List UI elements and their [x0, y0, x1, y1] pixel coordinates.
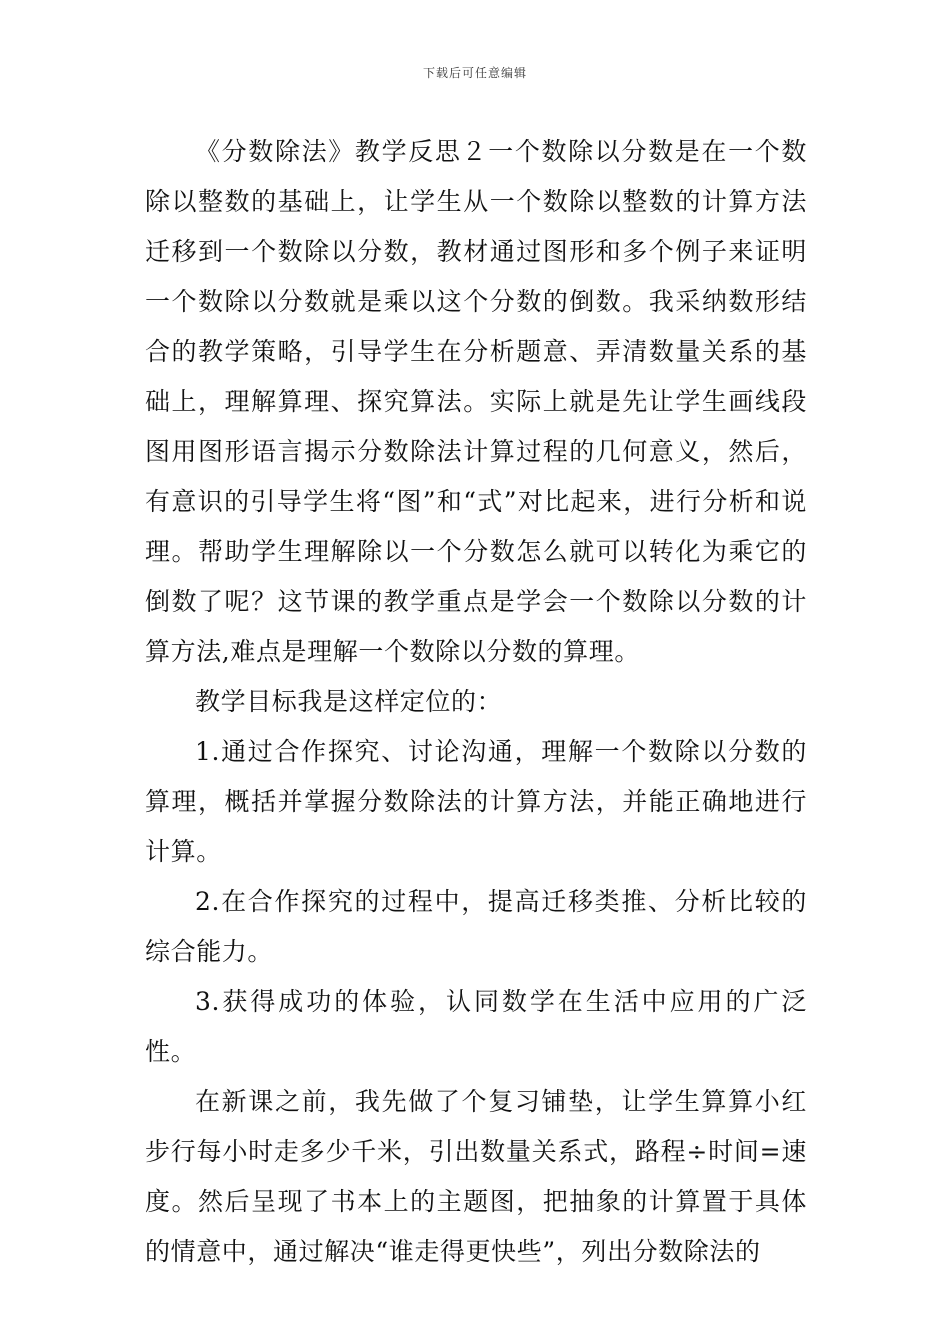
page-header: 下载后可任意编辑 [422, 66, 527, 80]
paragraph-goal-2: 2.在合作探究的过程中，提高迁移类推、分析比较的综合能力。 [145, 887, 807, 966]
document-body [145, 127, 807, 1277]
paragraph-intro: 《分数除法》教学反思２一个数除以分数是在一个数除以整数的基础上，让学生从一个数除以整数的计算方法迁移到一个数除以分数，教材通过图形和多个例子来证明一个数除以分数就是乘以这个分数的倒数。我采纳数形结合的教学策略，引导学生在分析题意、弄清数量关系的基础上，理解算理、探究算法。实际上就是先让学生画线段图用图形语言揭示分数除法计算过程的几何意义，然后，有意识的引导学生将“图”和“式”对比起来，进行分析和说理。帮助学生理解除以一个分数怎么就可以转化为乘它的倒数了呢？这节课的教学重点是学会一个数除以分数的计算方法,难点是理解一个数除以分数的算理。 [145, 137, 807, 666]
paragraph-goal-3: 3.获得成功的体验，认同数学在生活中应用的广泛性。 [145, 987, 807, 1066]
paragraph-review: 在新课之前，我先做了个复习铺垫，让学生算算小红步行每小时走多少千米，引出数量关系式，路程÷时间=速度。然后呈现了书本上的主题图，把抽象的计算置于具体的情意中，通过解决“谁走得更快些”，列出分数除法的 [145, 1087, 807, 1266]
paragraph-goal-1: 1.通过合作探究、讨论沟通，理解一个数除以分数的算理，概括并掌握分数除法的计算方法，并能正确地进行计算。 [145, 737, 807, 866]
paragraph-goals-heading: 教学目标我是这样定位的： [195, 687, 503, 716]
